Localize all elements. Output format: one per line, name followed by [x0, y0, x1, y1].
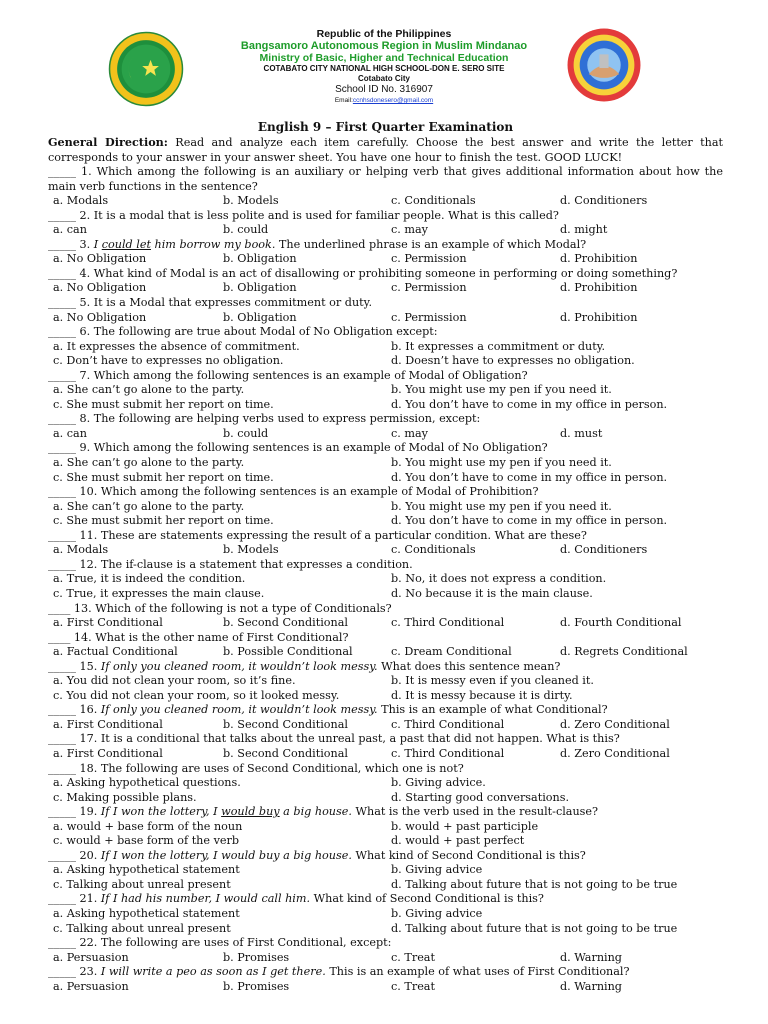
question-item [48, 412, 723, 441]
question-item [48, 296, 723, 325]
option-list [48, 543, 723, 558]
question-number: 14. [70, 630, 96, 644]
exam-body [48, 120, 723, 994]
question-text: What kind of Modal is an act of disallowing or prohibiting someone in performing or doing something? [93, 266, 678, 280]
answer-option: a. Factual Conditional [53, 645, 178, 659]
answer-blank[interactable]: _____ [48, 485, 76, 499]
answer-option: c. may [391, 223, 428, 237]
question-number: 12. [75, 557, 101, 571]
question-item [48, 165, 723, 209]
answer-blank[interactable]: _____ [48, 732, 76, 746]
email-label: Email: [334, 97, 353, 104]
answer-option: c. Third Conditional [391, 746, 505, 760]
question-text: Which of the following is not a type of Conditionals? [95, 601, 392, 615]
answer-option: d. Starting good conversations. [391, 790, 570, 804]
answer-option: d. You don’t have to come in my office in person. [391, 397, 668, 411]
answer-option: c. Third Conditional [391, 616, 505, 630]
question-number: 5. [75, 296, 94, 310]
question-number: 17. [75, 732, 101, 746]
question-stem [48, 529, 723, 544]
school-name: COTABATO CITY NATIONAL HIGH SCHOOL-DON E. SERO SITE [263, 64, 505, 73]
answer-blank[interactable]: _____ [48, 237, 76, 251]
answer-blank[interactable]: ____ [48, 601, 71, 615]
question-stem [48, 602, 723, 617]
email-line [0, 96, 768, 105]
question-item [48, 238, 723, 267]
answer-option: b. Models [223, 543, 279, 557]
answer-blank[interactable]: _____ [48, 557, 76, 571]
answer-option: a. She can’t go alone to the party. [53, 383, 245, 397]
question-text: It is a Modal that expresses commitment or duty. [93, 296, 373, 310]
answer-option: b. Second Conditional [223, 717, 348, 731]
answer-option: b. Giving advice [391, 906, 483, 920]
question-text: What is the other name of First Conditional? [95, 630, 349, 644]
region-text: Bangsamoro Autonomous Region in Muslim Mindanao [240, 40, 528, 52]
answer-option: c. Permission [391, 252, 467, 266]
answer-option: c. She must submit her report on time. [53, 397, 274, 411]
question-stem [48, 441, 723, 456]
answer-option: a. True, it is indeed the condition. [53, 572, 246, 586]
question-number: 15. [75, 659, 101, 673]
question-text: These are statements expressing the result of a particular condition. What are these? [100, 528, 587, 542]
option-list [48, 572, 723, 601]
question-item [48, 849, 723, 893]
answer-blank[interactable]: _____ [48, 805, 76, 819]
answer-option: c. Permission [391, 281, 467, 295]
answer-option: d. Regrets Conditional [560, 645, 688, 659]
answer-option: c. Talking about unreal present [53, 921, 231, 935]
question-number: 1. [75, 165, 97, 179]
question-number: 20. [75, 848, 101, 862]
question-item [48, 602, 723, 631]
option-list [48, 616, 723, 631]
answer-option: a. Asking hypothetical statement [53, 906, 240, 920]
question-number: 19. [75, 805, 101, 819]
question-stem [48, 660, 723, 675]
question-text: Which among the following sentences is an example of Modal of Prohibition? [100, 485, 539, 499]
question-text: If only you cleaned room, it wouldn’t look messy. [100, 659, 378, 673]
answer-option: a. She can’t go alone to the party. [53, 499, 245, 513]
answer-blank[interactable]: _____ [48, 368, 76, 382]
answer-option: c. She must submit her report on time. [53, 470, 274, 484]
answer-option: b. Giving advice. [391, 776, 486, 790]
answer-option: d. Prohibition [560, 252, 638, 266]
question-text: This is an example of what uses of First Conditional? [325, 965, 630, 979]
question-text: It is a conditional that talks about the unreal past, a past that did not happen. What is this? [100, 732, 620, 746]
question-text: The following are true about Modal of No Obligation except: [93, 325, 438, 339]
question-stem [48, 369, 723, 384]
answer-option: b. Giving advice [391, 863, 483, 877]
question-text: If only you cleaned room, it wouldn’t look messy. [100, 703, 378, 717]
answer-option: d. You don’t have to come in my office in person. [391, 470, 668, 484]
question-stem [48, 631, 723, 646]
question-list [48, 165, 723, 994]
question-stem [48, 238, 723, 253]
answer-option: c. Talking about unreal present [53, 877, 231, 891]
answer-option: d. might [560, 223, 608, 237]
option-list [48, 718, 723, 733]
answer-option: c. Conditionals [391, 194, 476, 208]
question-text: a big house. [279, 805, 352, 819]
answer-option: a. First Conditional [53, 746, 163, 760]
answer-option: b. Second Conditional [223, 616, 348, 630]
answer-blank[interactable]: _____ [48, 266, 76, 280]
answer-option: a. can [53, 426, 87, 440]
option-list [48, 980, 723, 995]
answer-option: d. must [560, 426, 603, 440]
question-item [48, 936, 723, 965]
question-text: The following are uses of Second Conditional, which one is not? [100, 761, 464, 775]
question-text: could let [101, 237, 151, 251]
answer-option: c. Don’t have to expresses no obligation. [53, 354, 284, 368]
question-text: Which among the following sentences is an example of Modal of Obligation? [93, 368, 528, 382]
question-stem [48, 849, 723, 864]
question-stem [48, 936, 723, 951]
answer-option: d. It is messy because it is dirty. [391, 688, 573, 702]
question-text: him borrow my book. [150, 237, 276, 251]
option-list [48, 383, 723, 412]
answer-option: a. She can’t go alone to the party. [53, 456, 245, 470]
answer-option: d. Fourth Conditional [560, 616, 682, 630]
question-number: 16. [75, 703, 101, 717]
question-item [48, 805, 723, 849]
answer-option: d. Conditioners [560, 194, 648, 208]
answer-option: b. Obligation [223, 252, 297, 266]
option-list [48, 194, 723, 209]
answer-blank[interactable]: _____ [48, 165, 76, 179]
republic-text: Republic of the Philippines [316, 28, 452, 40]
question-stem [48, 805, 723, 820]
question-number: 7. [75, 368, 94, 382]
question-item [48, 485, 723, 529]
answer-option: a. It expresses the absence of commitment. [53, 339, 300, 353]
option-list [48, 281, 723, 296]
question-stem [48, 412, 723, 427]
option-list [48, 645, 723, 660]
answer-option: d. Warning [560, 979, 622, 993]
question-item [48, 441, 723, 485]
answer-option: d. Prohibition [560, 310, 638, 324]
answer-option: a. No Obligation [53, 310, 147, 324]
answer-blank[interactable]: _____ [48, 965, 76, 979]
answer-option: a. First Conditional [53, 717, 163, 731]
answer-option: b. Obligation [223, 310, 297, 324]
option-list [48, 252, 723, 267]
question-item [48, 703, 723, 732]
question-text: I will write a peo as soon as I get there. [100, 965, 326, 979]
answer-option: c. You did not clean your room, so it looked messy. [53, 688, 340, 702]
answer-blank[interactable]: ____ [48, 630, 71, 644]
answer-option: b. No, it does not express a condition. [391, 572, 607, 586]
answer-option: a. Persuasion [53, 950, 129, 964]
answer-option: a. Persuasion [53, 979, 129, 993]
question-text: If I won the lottery, I would buy a big house. [100, 848, 352, 862]
answer-blank[interactable]: _____ [48, 848, 76, 862]
email-link[interactable]: ccnhsdonesero@gmail.com [352, 97, 434, 104]
question-number: 6. [75, 325, 94, 339]
direction-text: Read and analyze each item carefully. Choose the best answer and write the letter that corresponds to your answer in your answer sheet. You have one hour to finish the test. GOOD LUCK! [48, 136, 723, 164]
answer-blank[interactable]: _____ [48, 325, 76, 339]
direction-label: General Direction: [48, 135, 168, 149]
answer-option: d. No because it is the main clause. [391, 586, 593, 600]
answer-option: c. Dream Conditional [391, 645, 512, 659]
answer-option: c. Treat [391, 950, 435, 964]
answer-blank[interactable]: _____ [48, 761, 76, 775]
answer-option: b. You might use my pen if you need it. [391, 456, 612, 470]
question-stem [48, 703, 723, 718]
answer-option: a. can [53, 223, 87, 237]
answer-blank[interactable]: _____ [48, 703, 76, 717]
question-number: 11. [75, 528, 101, 542]
question-number: 18. [75, 761, 101, 775]
question-item [48, 762, 723, 806]
question-stem [48, 296, 723, 311]
answer-option: b. Obligation [223, 281, 297, 295]
option-list [48, 340, 723, 369]
answer-option: a. First Conditional [53, 616, 163, 630]
question-text: Which among the following sentences is an example of Modal of No Obligation? [93, 441, 548, 455]
general-direction [48, 135, 723, 165]
question-text: The following are uses of First Conditional, except: [100, 936, 392, 950]
question-text: What kind of Second Conditional is this? [351, 848, 586, 862]
answer-option: c. Making possible plans. [53, 790, 197, 804]
option-list [48, 863, 723, 892]
question-number: 4. [75, 266, 94, 280]
question-text: If I won the lottery, I [100, 805, 222, 819]
answer-option: d. Conditioners [560, 543, 648, 557]
question-item [48, 631, 723, 660]
question-item [48, 558, 723, 602]
answer-option: b. would + past participle [391, 819, 539, 833]
school-id: School ID No. 316907 [335, 84, 433, 95]
question-stem [48, 209, 723, 224]
answer-option: b. You might use my pen if you need it. [391, 383, 612, 397]
answer-option: c. Third Conditional [391, 717, 505, 731]
answer-option: a. No Obligation [53, 252, 147, 266]
answer-option: c. Conditionals [391, 543, 476, 557]
answer-blank[interactable]: _____ [48, 441, 76, 455]
answer-option: b. Second Conditional [223, 746, 348, 760]
question-stem [48, 762, 723, 777]
answer-option: b. could [223, 426, 269, 440]
option-list [48, 776, 723, 805]
answer-option: a. Asking hypothetical statement [53, 863, 240, 877]
question-text: What is the verb used in the result-clause? [351, 805, 599, 819]
question-item [48, 732, 723, 761]
answer-option: a. Modals [53, 194, 109, 208]
question-text: This is an example of what Conditional? [377, 703, 608, 717]
answer-blank[interactable]: _____ [48, 936, 76, 950]
option-list [48, 674, 723, 703]
answer-blank[interactable]: _____ [48, 659, 76, 673]
question-number: 9. [75, 441, 94, 455]
answer-option: d. Prohibition [560, 281, 638, 295]
question-number: 2. [75, 208, 94, 222]
question-text: What kind of Second Conditional is this? [310, 892, 544, 906]
option-list [48, 820, 723, 849]
question-text: would buy [221, 805, 280, 819]
answer-option: d. would + past perfect [391, 834, 525, 848]
answer-option: a. Modals [53, 543, 109, 557]
answer-option: d. Talking about future that is not going to be true [391, 877, 678, 891]
question-item [48, 965, 723, 994]
question-stem [48, 558, 723, 573]
answer-option: d. Warning [560, 950, 622, 964]
question-text: The underlined phrase is an example of which Modal? [275, 237, 587, 251]
question-stem [48, 892, 723, 907]
answer-option: b. It expresses a commitment or duty. [391, 339, 606, 353]
option-list [48, 427, 723, 442]
question-item [48, 325, 723, 369]
answer-option: b. could [223, 223, 269, 237]
answer-option: d. Doesn’t have to expresses no obligation. [391, 354, 635, 368]
question-text: It is a modal that is less polite and is used for familiar people. What is this called? [93, 208, 559, 222]
question-number: 22. [75, 936, 101, 950]
question-stem [48, 165, 723, 194]
answer-option: b. You might use my pen if you need it. [391, 499, 612, 513]
answer-option: a. Asking hypothetical questions. [53, 776, 241, 790]
option-list [48, 223, 723, 238]
question-stem [48, 325, 723, 340]
question-stem [48, 485, 723, 500]
question-number: 3. [75, 237, 94, 251]
question-number: 13. [70, 601, 96, 615]
answer-blank[interactable]: _____ [48, 528, 76, 542]
question-stem [48, 965, 723, 980]
question-number: 10. [75, 485, 101, 499]
answer-blank[interactable]: _____ [48, 208, 76, 222]
question-number: 21. [75, 892, 101, 906]
answer-option: c. Treat [391, 979, 435, 993]
question-text: If I had his number, I would call him. [100, 892, 311, 906]
question-text: The following are helping verbs used to express permission, except: [93, 412, 481, 426]
answer-option: b. Promises [223, 950, 290, 964]
question-item [48, 892, 723, 936]
answer-option: d. Zero Conditional [560, 717, 670, 731]
option-list [48, 951, 723, 966]
option-list [48, 500, 723, 529]
city-text: Cotabato City [358, 74, 410, 83]
answer-option: c. would + base form of the verb [53, 834, 240, 848]
answer-blank[interactable]: _____ [48, 412, 76, 426]
question-item [48, 660, 723, 704]
exam-title: English 9 – First Quarter Examination [257, 120, 514, 134]
answer-option: b. It is messy even if you cleaned it. [391, 674, 594, 688]
question-item [48, 529, 723, 558]
answer-option: d. You don’t have to come in my office in person. [391, 514, 668, 528]
question-stem [48, 732, 723, 747]
answer-option: c. may [391, 426, 428, 440]
option-list [48, 747, 723, 762]
question-item [48, 369, 723, 413]
answer-blank[interactable]: _____ [48, 296, 76, 310]
letterhead [0, 28, 768, 105]
answer-option: c. Permission [391, 310, 467, 324]
answer-option: c. She must submit her report on time. [53, 514, 274, 528]
answer-option: a. No Obligation [53, 281, 147, 295]
answer-option: a. would + base form of the noun [53, 819, 243, 833]
question-text: What does this sentence mean? [377, 659, 561, 673]
question-text: The if-clause is a statement that expresses a condition. [100, 557, 413, 571]
answer-option: b. Promises [223, 979, 290, 993]
answer-option: d. Talking about future that is not going to be true [391, 921, 678, 935]
question-number: 23. [75, 965, 101, 979]
question-stem [48, 267, 723, 282]
ministry-text: Ministry of Basic, Higher and Technical Education [259, 52, 509, 64]
option-list [48, 311, 723, 326]
answer-option: b. Possible Conditional [223, 645, 353, 659]
question-text: I [93, 237, 102, 251]
question-item [48, 267, 723, 296]
answer-option: d. Zero Conditional [560, 746, 670, 760]
option-list [48, 907, 723, 936]
answer-option: a. You did not clean your room, so it’s fine. [53, 674, 296, 688]
answer-option: c. True, it expresses the main clause. [53, 586, 265, 600]
answer-option: b. Models [223, 194, 279, 208]
question-text: Which among the following is an auxiliary or helping verb that gives additional information about how the main verb functions in the sentence? [48, 165, 723, 193]
answer-blank[interactable]: _____ [48, 892, 76, 906]
question-item [48, 209, 723, 238]
question-number: 8. [75, 412, 94, 426]
option-list [48, 456, 723, 485]
